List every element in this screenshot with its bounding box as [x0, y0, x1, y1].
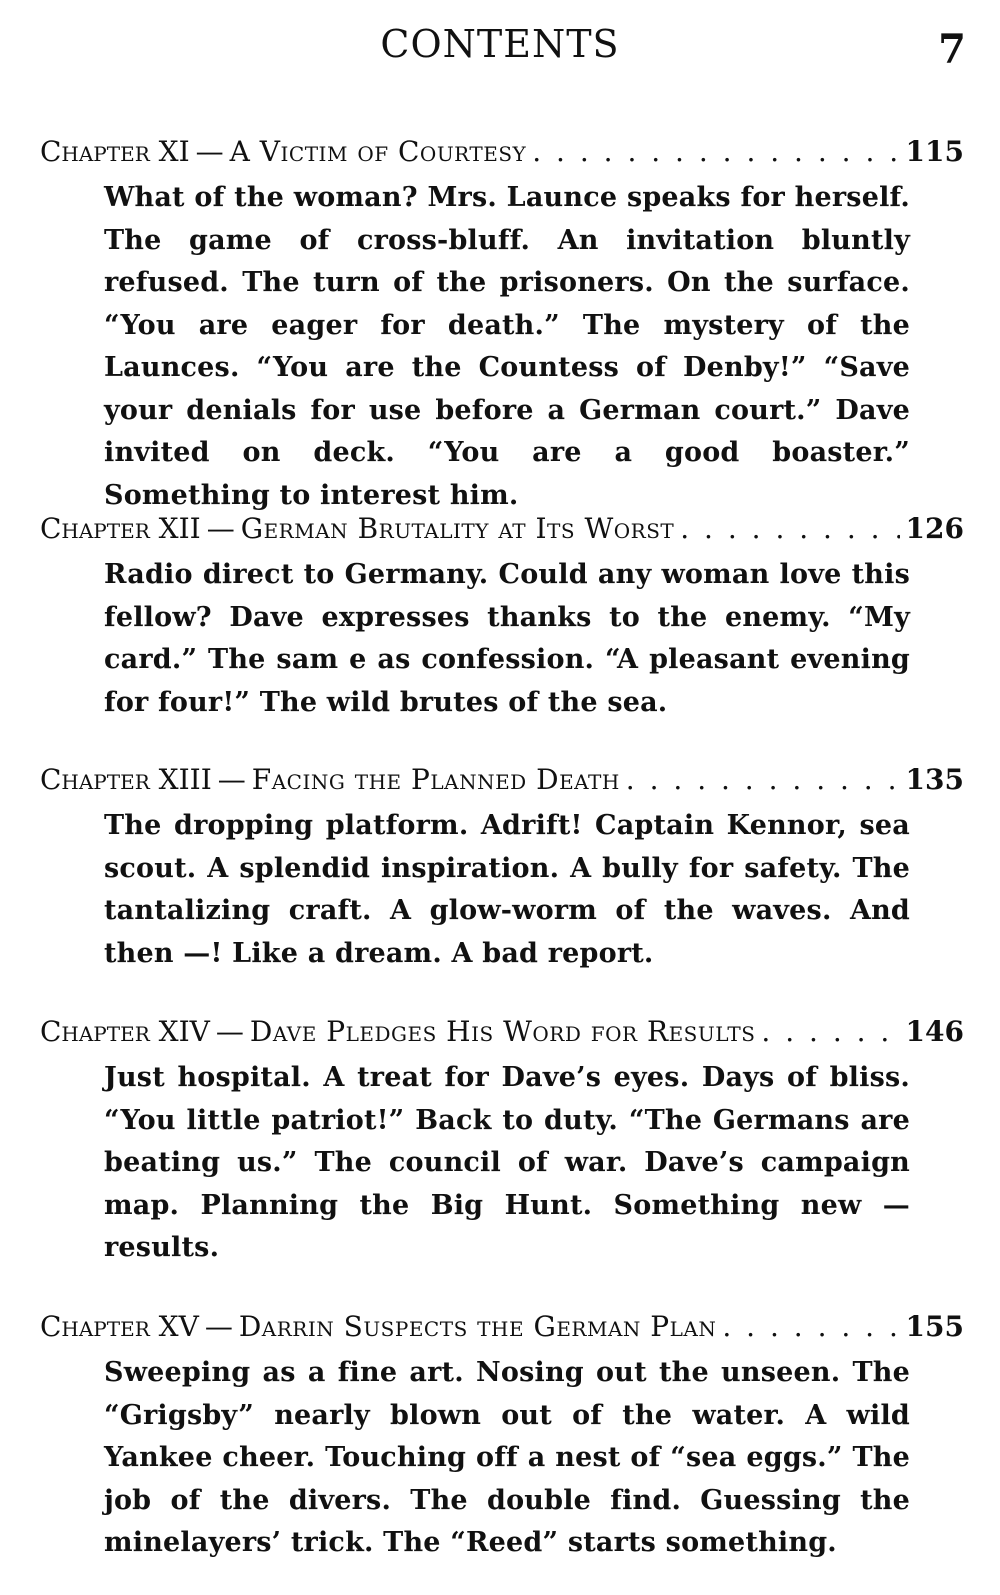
chapter-label: Chapter XIV: [40, 1015, 210, 1048]
chapter-label: Chapter XII: [40, 512, 201, 545]
dot-leader: [532, 135, 899, 168]
chapter-summary: Radio direct to Germany. Could any woman love this fellow? Dave expresses thanks to the enemy. “My card.” The sam e as confession. “A pleasant evening for four!” The wild brutes of the sea.: [104, 559, 910, 718]
dot-leader: [626, 763, 900, 796]
dash: —: [206, 512, 235, 545]
chapter-heading: [40, 512, 964, 545]
running-title: CONTENTS: [380, 22, 620, 66]
dash: —: [204, 1310, 233, 1343]
dot-leader: [680, 512, 899, 545]
chapter-heading: [40, 763, 964, 796]
chapter-summary: The dropping platform. Adrift! Captain Kennor, sea scout. A splendid inspiration. A bully for safety. The tantalizing craft. A glow-worm of the waves. And then —! Like a dream. A bad report.: [104, 810, 910, 969]
chapter-title: Darrin Suspects the German Plan: [238, 1310, 717, 1343]
dash: —: [215, 1015, 244, 1048]
chapter-summary: Sweeping as a fine art. Nosing out the unseen. The “Grigsby” nearly blown out of the water. A wild Yankee cheer. Touching off a nest of “sea eggs.” The job of the divers. The double find. Guessing the minelayers’ trick. The “Reed” starts something.: [104, 1357, 910, 1558]
chapter-label: Chapter XI: [40, 135, 190, 168]
chapter-label: Chapter XV: [40, 1310, 199, 1343]
chapter-title: German Brutality at Its Worst: [240, 512, 675, 545]
chapter-page: 155: [905, 1310, 964, 1343]
chapter-heading: [40, 135, 964, 168]
dot-leader: [761, 1015, 899, 1048]
chapter-title: A Victim of Courtesy: [229, 135, 527, 168]
chapter-heading: [40, 1310, 964, 1343]
chapter-page: 135: [905, 763, 964, 796]
chapter-page: 146: [905, 1015, 964, 1048]
chapter-label: Chapter XIII: [40, 763, 212, 796]
chapter-page: 115: [905, 135, 964, 168]
chapter-page: 126: [905, 512, 964, 545]
dash: —: [217, 763, 246, 796]
chapter-heading: [40, 1015, 964, 1048]
chapter-title: Dave Pledges His Word for Results: [249, 1015, 756, 1048]
page-header: [0, 22, 1000, 72]
dot-leader: [722, 1310, 899, 1343]
page-number: 7: [938, 26, 966, 73]
chapter-summary: Just hospital. A treat for Dave’s eyes. Days of bliss. “You little patriot!” Back to duty. “The Germans are beating us.” The council of war. Dave’s campaign map. Planning the Big Hunt. Something new — results.: [104, 1062, 910, 1263]
dash: —: [195, 135, 224, 168]
chapter-summary: What of the woman? Mrs. Launce speaks for herself. The game of cross-bluff. An invitation bluntly refused. The turn of the prisoners. On the surface. “You are eager for death.” The mystery of the Launces. “You are the Countess of Denby!” “Save your denials for use before a German court.” Dave invited on deck. “You are a good boaster.” Something to interest him.: [104, 182, 910, 511]
chapter-title: Facing the Planned Death: [251, 763, 620, 796]
